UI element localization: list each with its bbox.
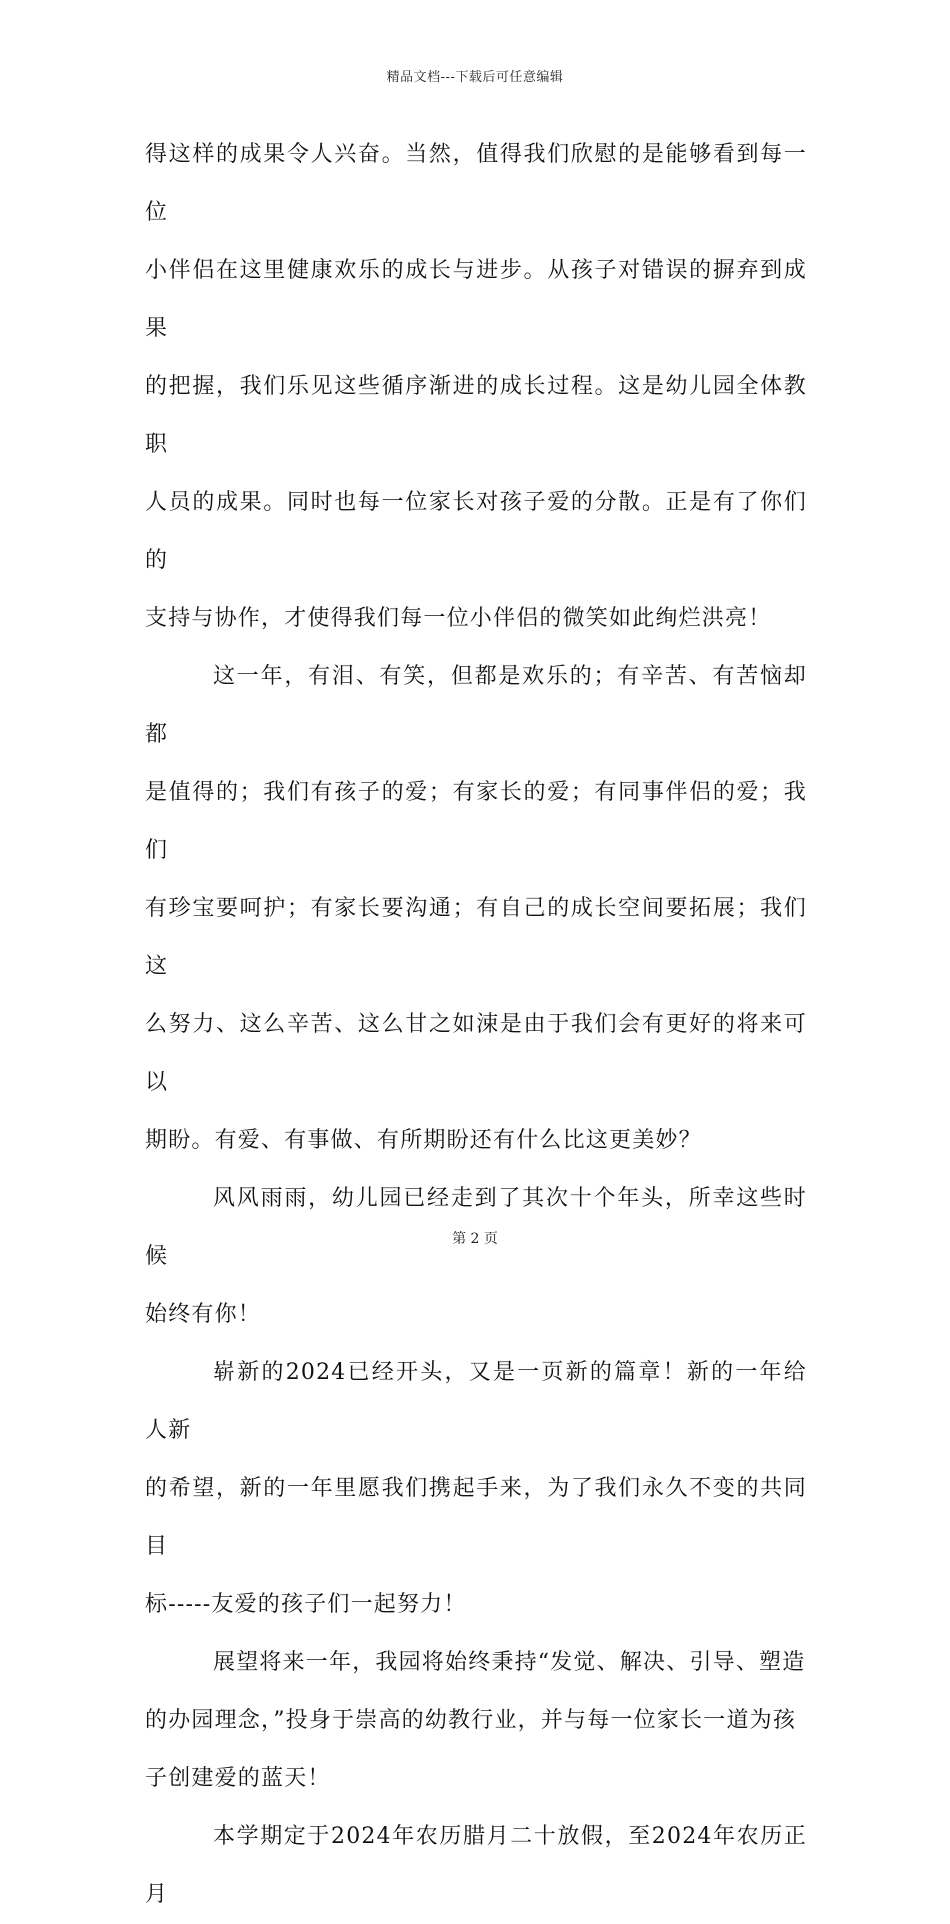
page-number: 第 2 页 [452, 1231, 498, 1247]
paragraph-line: 得这样的成果令人兴奋。当然，值得我们欣慰的是能够看到每一位 [145, 142, 807, 225]
paragraph-line: 么努力、这么辛苦、这么甘之如涑是由于我们会有更好的将来可以 [145, 1012, 807, 1095]
paragraph-line: 风风雨雨，幼儿园已经走到了其次十个年头，所幸这些时候 [145, 1186, 807, 1269]
paragraph [145, 648, 807, 1170]
paragraph-line: 支持与协作，才使得我们每一位小伴侣的微笑如此绚烂洪亮！ [145, 606, 772, 631]
paragraph-line: 始终有你！ [145, 1302, 262, 1327]
paragraph-line: 崭新的2024已经开头，又是一页新的篇章！新的一年给人新 [145, 1360, 807, 1443]
paragraph-line: 这一年，有泪、有笑，但都是欢乐的；有辛苦、有苦恼却都 [145, 664, 807, 747]
paragraph-line: 的办园理念，”投身于崇高的幼教行业，并与每一位家长一道为孩 [145, 1708, 797, 1733]
paragraph-line: 人员的成果。同时也每一位家长对孩子爱的分散。正是有了你们的 [145, 490, 807, 573]
paragraph-line: 期盼。有爱、有事做、有所期盼还有什么比这更美妙？ [145, 1128, 702, 1153]
paragraph-line: 展望将来一年，我园将始终秉持“发觉、解决、引导、塑造 [213, 1650, 806, 1675]
paragraph [145, 126, 807, 648]
paragraph-line: 是值得的；我们有孩子的爱；有家长的爱；有同事伴侣的爱；我们 [145, 780, 807, 863]
paragraph-line: 标-----友爱的孩子们一起努力！ [145, 1592, 467, 1617]
paragraph-line: 有珍宝要呵护；有家长要沟通；有自己的成长空间要拓展；我们这 [145, 896, 807, 979]
document-body [145, 126, 807, 1924]
paragraph-line: 子创建爱的蓝天！ [145, 1766, 331, 1791]
paragraph [145, 1344, 807, 1634]
paragraph [145, 1634, 807, 1808]
paragraph-line: 的把握，我们乐见这些循序渐进的成长过程。这是幼儿园全体教职 [145, 374, 807, 457]
paragraph-line: 本学期定于2024年农历腊月二十放假，至2024年农历正月 [145, 1824, 807, 1907]
paragraph-line: 小伴侣在这里健康欢乐的成长与进步。从孩子对错误的摒弃到成果 [145, 258, 807, 341]
page-header: 精品文档---下载后可任意编辑 [386, 70, 564, 85]
paragraph-line: 的希望，新的一年里愿我们携起手来，为了我们永久不变的共同目 [145, 1476, 807, 1559]
paragraph [145, 1170, 807, 1344]
paragraph [145, 1808, 807, 1924]
